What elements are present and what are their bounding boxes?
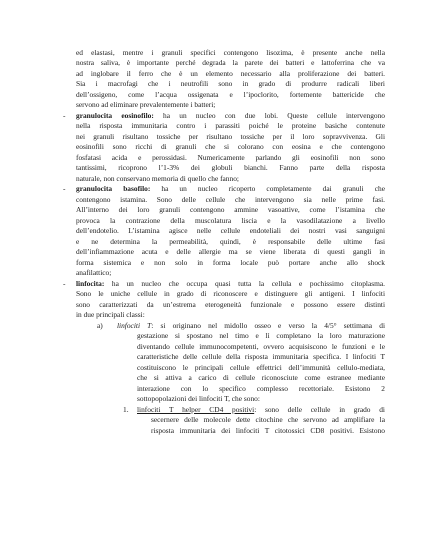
text-line xyxy=(97,321,386,331)
text-line xyxy=(137,342,385,352)
line-text: che si attiva a carico di cellule riconosciute come estranee mediante xyxy=(137,373,385,382)
term-heading: granulocita basofilo: xyxy=(76,184,151,193)
text-line xyxy=(76,195,385,205)
term-underlined: linfociti T helper CD4 positivi xyxy=(137,405,255,414)
text-line xyxy=(76,69,385,79)
text-line xyxy=(76,153,385,163)
text-line xyxy=(76,142,385,152)
text-line xyxy=(137,373,385,383)
text-line xyxy=(76,258,385,268)
line-text: anafilattico; xyxy=(76,268,112,277)
text-line xyxy=(76,300,385,310)
text-line xyxy=(76,226,385,236)
line-text: interazione con lo specifico complesso recettoriale. Esistono 2 xyxy=(137,384,385,393)
line-text: naturale, non conservano memoria di quello che fanno; xyxy=(76,174,239,183)
text-line xyxy=(76,163,385,173)
text-line xyxy=(137,352,385,362)
text-line xyxy=(76,279,385,289)
text-line xyxy=(76,174,385,184)
line-text: ad inglobare il ferro che è un elemento necessario alla proliferazione dei batteri. xyxy=(76,69,385,78)
line-text: provoca la contrazione della muscolatura liscia e la vasodilatazione a livello xyxy=(76,216,385,225)
line-text: nostra saliva, è importante perché degrada la parete dei batteri e lattoferrina che va xyxy=(76,58,385,67)
line-text: sono caratterizzati da un’estrema eterogeneità funzionale e possono essere distinti xyxy=(76,300,385,309)
text-line xyxy=(137,363,385,373)
text-line xyxy=(76,58,385,68)
list-marker: 1. xyxy=(123,405,129,414)
text-line xyxy=(123,405,385,415)
text-line xyxy=(76,247,385,257)
text-line xyxy=(151,426,385,436)
term-heading: granulocita eosinofilo: xyxy=(76,111,154,120)
text-line xyxy=(137,394,385,404)
line-text: Sia i macrofagi che i neutrofili sono in grado di produrre radicali liberi xyxy=(76,79,385,88)
list-bullet: - xyxy=(63,279,66,288)
text-line xyxy=(76,289,385,299)
text-line xyxy=(76,237,385,247)
line-text: e ne determina la permeabilità, quindi, è responsabile delle ultime fasi xyxy=(76,237,385,246)
line-text: fosfatasi acida e perossidasi. Numericamente parlando gli eosinofili non sono xyxy=(76,153,385,162)
line-text: forma sistemica e non solo in forma locale può portare anche allo shock xyxy=(76,258,385,267)
line-text: caratteristiche delle cellule della risposta immunitaria specifica. I linfociti T xyxy=(137,352,385,361)
text-line xyxy=(76,48,385,58)
line-text: gestazione si spostano nel timo e lì completano la loro maturazione xyxy=(137,331,385,340)
text-line xyxy=(137,384,385,394)
list-marker: a) xyxy=(97,321,103,330)
list-bullet: - xyxy=(63,184,66,193)
line-text: : sono delle cellule in grado di xyxy=(254,405,385,414)
text-line xyxy=(76,216,385,226)
line-text: nei granuli risultano tossiche per risultano tossiche per il loro sopravvivenza. Gli xyxy=(76,132,385,141)
line-text: diventando cellule immunocompetenti, ovvero acquisiscono le funzioni e le xyxy=(137,342,385,351)
text-line xyxy=(76,132,385,142)
text-line xyxy=(151,415,385,425)
line-text: ha un nucleo ricoperto completamente dai granuli che xyxy=(150,184,385,193)
text-line xyxy=(76,121,385,131)
line-text: dell’ossigeno, come l’acqua ossigenata e l’ipoclorito, fortemente battericide che xyxy=(76,90,385,99)
line-text: tantissimi, ricoprono l’1-3% dei globuli bianchi. Fanno parte della risposta xyxy=(76,163,385,172)
line-text: sottopopolazioni dei linfociti T, che sono: xyxy=(137,394,260,403)
term-heading: linfocita: xyxy=(76,279,105,288)
line-text: ed elastasi, mentre i granuli specifici contengono lisozima, è presente anche nella xyxy=(76,48,385,57)
line-text: in due principali classi: xyxy=(76,310,145,319)
line-text: ha un nucleo che occupa quasi tutta la cellula e pochissimo citoplasma. xyxy=(104,279,385,288)
line-text: eosinofili sono ricchi di granuli che si colorano con eosina e che contengono xyxy=(76,142,385,151)
line-text: risposta immunitaria dei linfociti T citotossici CD8 positivi. Esistono xyxy=(151,426,385,435)
line-text: secernere delle molecole dette citochine che servono ad amplifiare la xyxy=(151,415,385,424)
list-bullet: - xyxy=(63,111,66,120)
line-text: ha un nucleo con due lobi. Queste cellule intervengono xyxy=(153,111,385,120)
text-line xyxy=(76,268,385,278)
text-line xyxy=(76,79,385,89)
text-line xyxy=(76,100,385,110)
line-text: nella risposta immunitaria contro i parassiti poiché le proteine basiche contenute xyxy=(76,121,385,130)
text-line xyxy=(76,90,385,100)
line-text: dell’infiammazione acuta e delle allergie ma se viene liberata di questi gangli in xyxy=(76,247,385,256)
line-text: costituiscono le principali cellule effettrici dell’immunità cellulo-mediata, xyxy=(137,363,385,372)
line-text: All’interno dei loro granuli contengono ammine vasoattive, come l’istamina che xyxy=(76,205,385,214)
line-text: Sono le uniche cellule in grado di riconoscere e distinguere gli antigeni. I linfociti xyxy=(76,289,385,298)
text-line xyxy=(76,205,385,215)
text-line xyxy=(76,310,385,320)
term-italic: linfociti T xyxy=(117,321,152,330)
text-line xyxy=(76,184,385,194)
line-text: contengono istamina. Sono delle cellule che intervengono sia nelle prime fasi. xyxy=(76,195,385,204)
text-line xyxy=(76,111,385,121)
text-line xyxy=(137,331,385,341)
line-text: dell’endotelio. L’istamina agisce nelle cellule endoteliali dei nostri vasi sanguigni xyxy=(76,226,385,235)
line-text: : si originano nel midollo osseo e verso la 4/5° settimana di xyxy=(151,321,386,330)
line-text: servono ad eliminare prevalentemente i batteri; xyxy=(76,100,216,109)
